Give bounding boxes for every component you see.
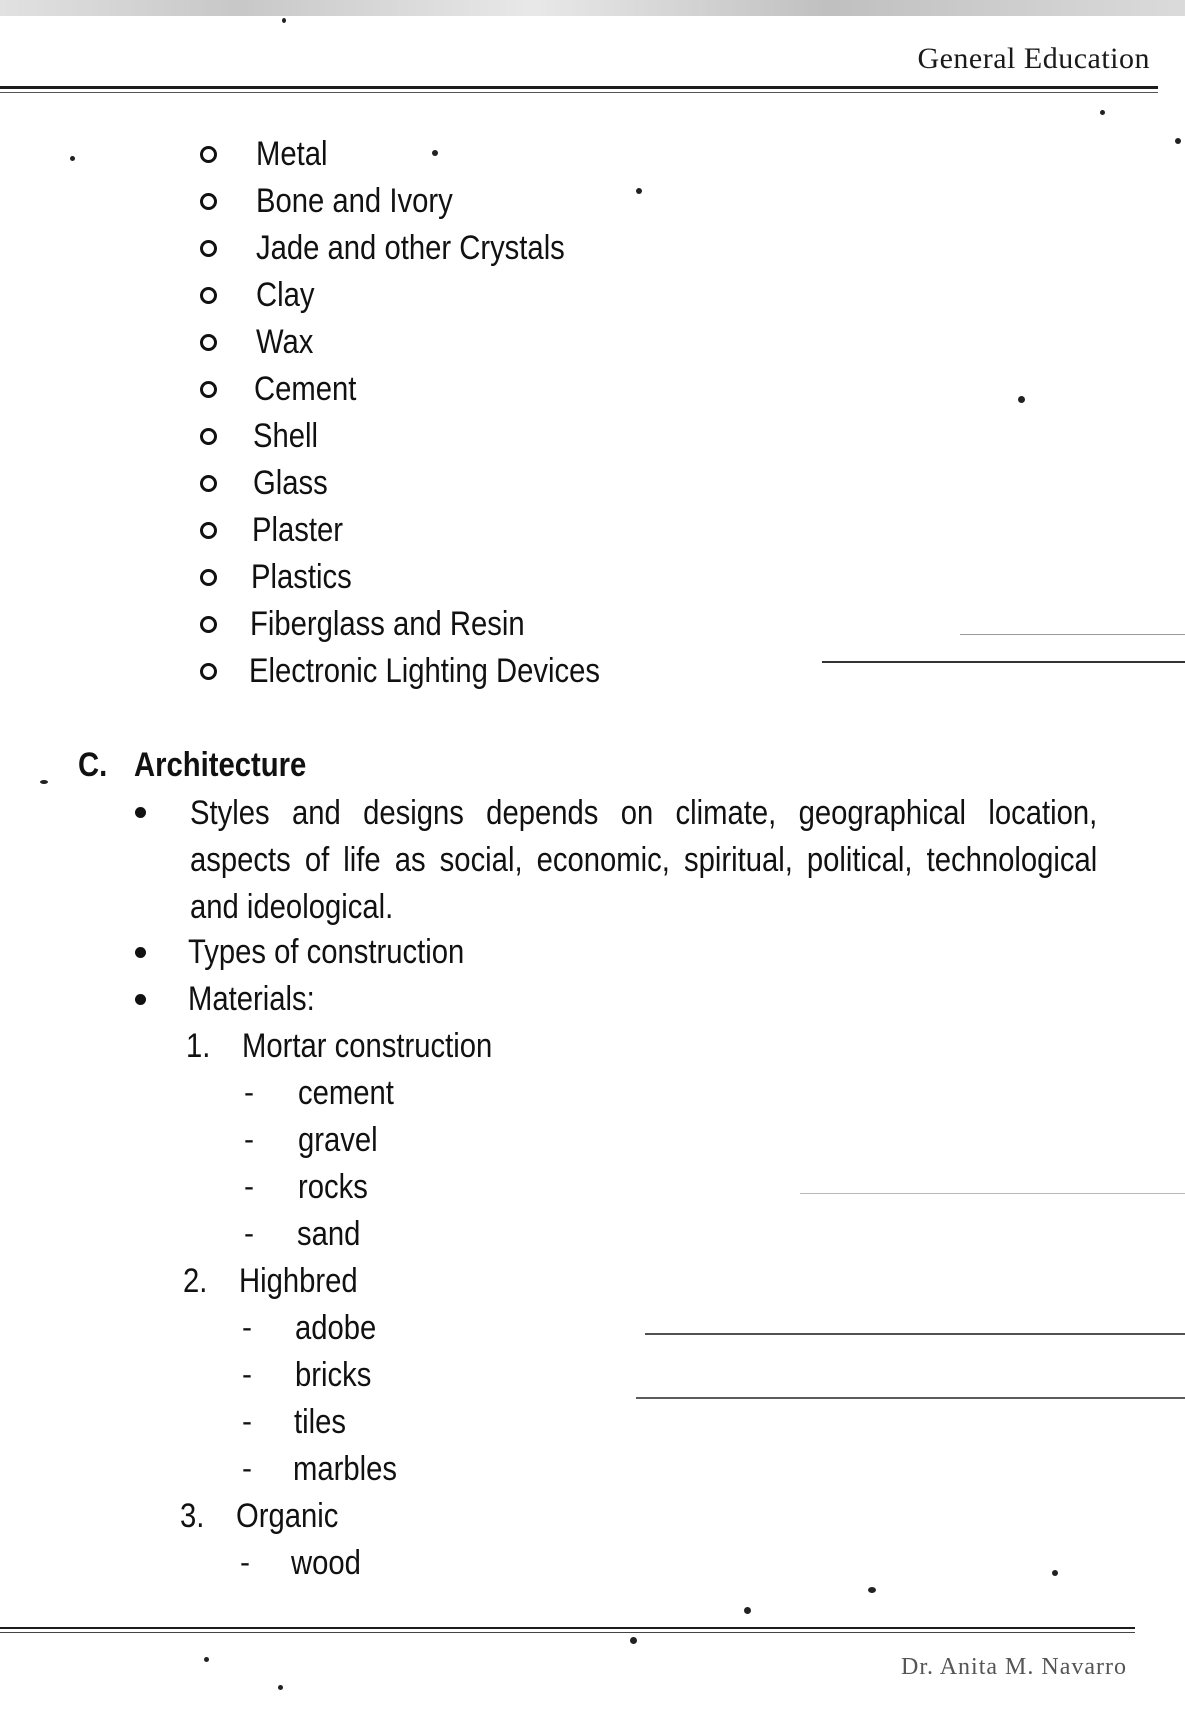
sub-item: tiles [294,1403,347,1441]
dash-marker: - [242,1405,252,1438]
scan-speck [204,1657,209,1662]
scan-artifact-line [960,634,1185,635]
scan-speck [1100,110,1105,115]
scan-speck [636,188,642,194]
bullet-materials: Materials: [188,980,315,1018]
list-item: Electronic Lighting Devices [249,652,601,690]
scan-speck [1018,396,1025,403]
scan-artifact-line [822,661,1185,663]
scan-speck [282,18,286,23]
hollow-bullet-icon [200,428,217,445]
section-letter: C. [78,746,108,784]
scan-speck [1052,1570,1058,1576]
hollow-bullet-icon [200,146,217,163]
sub-item: wood [291,1544,361,1582]
list-item: Shell [253,417,319,455]
numbered-label: Mortar construction [242,1027,493,1065]
hollow-bullet-icon [200,663,217,680]
hollow-bullet-icon [200,334,217,351]
dash-marker: - [244,1217,254,1250]
sub-item: adobe [295,1309,377,1347]
section-title: Architecture [134,746,307,784]
sub-item: marbles [293,1450,398,1488]
list-item: Clay [256,276,315,314]
list-item: Bone and Ivory [256,182,453,220]
hollow-bullet-icon [200,240,217,257]
numbered-index: 1. [186,1027,211,1065]
scan-speck [868,1587,876,1593]
list-item: Jade and other Crystals [256,229,565,267]
scan-edge-artifact [0,0,1185,16]
hollow-bullet-icon [200,522,217,539]
dash-marker: - [242,1452,252,1485]
hollow-bullet-icon [200,381,217,398]
scan-speck [40,780,48,784]
list-item: Glass [253,464,328,502]
header-rule [0,86,1158,93]
scan-artifact-line [636,1397,1185,1399]
hollow-bullet-icon [200,193,217,210]
list-item: Metal [256,135,328,173]
numbered-index: 2. [183,1262,208,1300]
hollow-bullet-icon [200,616,217,633]
dash-marker: - [244,1076,254,1109]
scan-speck [1175,138,1181,144]
dash-marker: - [242,1358,252,1391]
dash-marker: - [244,1123,254,1156]
list-item: Plastics [251,558,352,596]
list-item: Cement [254,370,357,408]
scan-speck [70,156,75,161]
scan-speck [432,150,438,156]
running-footer-author: Dr. Anita M. Navarro [901,1654,1127,1680]
dash-marker: - [244,1170,254,1203]
numbered-label: Organic [236,1497,339,1535]
numbered-index: 3. [180,1497,205,1535]
sub-item: bricks [295,1356,372,1394]
filled-bullet-icon [135,807,146,818]
footer-rule [0,1627,1135,1633]
bullet-types-of-construction: Types of construction [188,933,465,971]
list-item: Fiberglass and Resin [250,605,525,643]
dash-marker: - [242,1311,252,1344]
sub-item: rocks [298,1168,368,1206]
hollow-bullet-icon [200,475,217,492]
hollow-bullet-icon [200,287,217,304]
scan-speck [744,1607,751,1614]
sub-item: sand [297,1215,361,1253]
filled-bullet-icon [135,994,146,1005]
scan-speck [278,1685,283,1690]
sub-item: cement [298,1074,394,1112]
paragraph-styles: Styles and designs depends on climate, geographical location, aspects of life as social, economic, spiritual, political, technological and ideological. [190,794,1098,926]
scan-artifact-line [645,1333,1185,1335]
hollow-bullet-icon [200,569,217,586]
sub-item: gravel [298,1121,378,1159]
list-item: Plaster [252,511,344,549]
numbered-label: Highbred [239,1262,358,1300]
scan-artifact-line [800,1193,1185,1194]
filled-bullet-icon [135,947,146,958]
dash-marker: - [240,1546,250,1579]
list-item: Wax [256,323,314,361]
running-header-title: General Education [917,42,1150,75]
scan-speck [630,1637,637,1644]
